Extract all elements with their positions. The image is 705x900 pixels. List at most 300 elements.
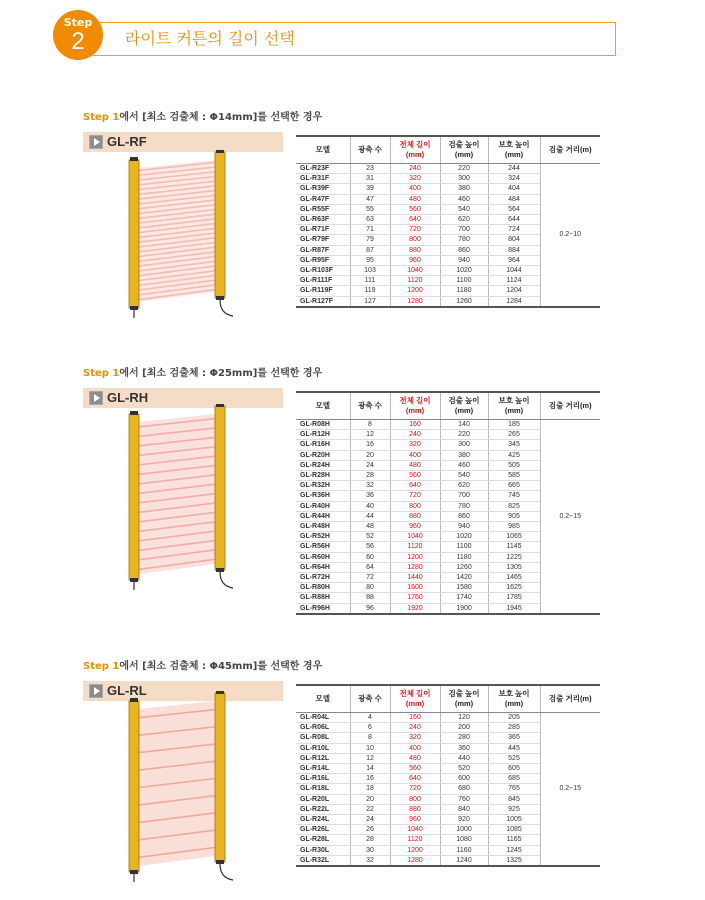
column-header bbox=[350, 685, 390, 713]
table-cell: GL-R20L bbox=[296, 794, 350, 804]
table-cell: GL-R23F bbox=[296, 164, 350, 174]
table-cell: 520 bbox=[440, 764, 488, 774]
table-cell: 1280 bbox=[390, 855, 440, 866]
table-cell: 560 bbox=[390, 204, 440, 214]
header-line: 보호 높이 bbox=[498, 396, 530, 405]
product-image bbox=[123, 150, 233, 326]
table-cell: GL-R24H bbox=[296, 460, 350, 470]
table-cell: 700 bbox=[440, 491, 488, 501]
table-cell: 404 bbox=[488, 184, 540, 194]
table-cell: 640 bbox=[390, 481, 440, 491]
table-cell: 1040 bbox=[390, 532, 440, 542]
table-cell: 95 bbox=[350, 255, 390, 265]
table-cell: GL-R95F bbox=[296, 255, 350, 265]
column-header bbox=[390, 136, 440, 164]
table-cell: 24 bbox=[350, 460, 390, 470]
table-cell: 825 bbox=[488, 501, 540, 511]
table-cell: 40 bbox=[350, 501, 390, 511]
table-cell: 12 bbox=[350, 753, 390, 763]
column-header bbox=[350, 392, 390, 420]
table-cell: 55 bbox=[350, 204, 390, 214]
table-cell: 685 bbox=[488, 774, 540, 784]
table-cell: 1020 bbox=[440, 266, 488, 276]
spec-table bbox=[296, 391, 600, 615]
table-cell: GL-R18L bbox=[296, 784, 350, 794]
table-cell: 760 bbox=[440, 794, 488, 804]
table-cell: 300 bbox=[440, 440, 488, 450]
table-cell: GL-R31F bbox=[296, 174, 350, 184]
table-cell: 48 bbox=[350, 522, 390, 532]
table-cell: 720 bbox=[390, 491, 440, 501]
table-cell: GL-R28L bbox=[296, 835, 350, 845]
header-line: (mm) bbox=[405, 699, 425, 708]
table-cell: 1240 bbox=[440, 855, 488, 866]
header-line: 검출 거리(m) bbox=[548, 694, 592, 703]
product-image bbox=[123, 404, 233, 598]
table-cell: 52 bbox=[350, 532, 390, 542]
spec-table bbox=[296, 684, 600, 867]
model-name: GL-RF bbox=[107, 134, 147, 149]
column-header bbox=[488, 392, 540, 420]
table-cell: 320 bbox=[390, 733, 440, 743]
table-cell: 1044 bbox=[488, 266, 540, 276]
column-header bbox=[540, 136, 600, 164]
column-header bbox=[296, 685, 350, 713]
table-cell: 44 bbox=[350, 511, 390, 521]
header-line: 검출 높이 bbox=[448, 140, 480, 149]
table-cell: 880 bbox=[390, 804, 440, 814]
column-header bbox=[488, 685, 540, 713]
table-cell: 400 bbox=[390, 184, 440, 194]
table-cell: 300 bbox=[440, 174, 488, 184]
table-cell: 345 bbox=[488, 440, 540, 450]
table-cell: 8 bbox=[350, 420, 390, 430]
table-cell: 400 bbox=[390, 743, 440, 753]
table-cell: 1785 bbox=[488, 593, 540, 603]
table-cell: 540 bbox=[440, 204, 488, 214]
table-cell: 320 bbox=[390, 440, 440, 450]
column-header bbox=[440, 685, 488, 713]
table-cell: 10 bbox=[350, 743, 390, 753]
heading-step: Step 1 bbox=[83, 661, 120, 672]
table-cell: 200 bbox=[440, 723, 488, 733]
table-cell: 1160 bbox=[440, 845, 488, 855]
table-cell: GL-R32L bbox=[296, 855, 350, 866]
table-cell: 12 bbox=[350, 430, 390, 440]
table-cell: GL-R24L bbox=[296, 815, 350, 825]
table-cell: 1100 bbox=[440, 276, 488, 286]
section-heading bbox=[83, 108, 617, 122]
table-cell: 8 bbox=[350, 733, 390, 743]
table-cell: 320 bbox=[390, 174, 440, 184]
table-cell: 1180 bbox=[440, 286, 488, 296]
table-cell: GL-R10L bbox=[296, 743, 350, 753]
table-cell: GL-R36H bbox=[296, 491, 350, 501]
table-cell: 1020 bbox=[440, 532, 488, 542]
table-cell: 665 bbox=[488, 481, 540, 491]
table-cell: 960 bbox=[390, 255, 440, 265]
table-cell: 120 bbox=[440, 713, 488, 723]
table-cell: 119 bbox=[350, 286, 390, 296]
step-badge bbox=[53, 10, 103, 60]
table-cell: 880 bbox=[390, 511, 440, 521]
table-cell: 1145 bbox=[488, 542, 540, 552]
table-cell: 1625 bbox=[488, 583, 540, 593]
table-cell: 700 bbox=[440, 225, 488, 235]
light-curtain-illustration bbox=[123, 404, 233, 594]
table-cell: 1465 bbox=[488, 573, 540, 583]
table-cell: 244 bbox=[488, 164, 540, 174]
section-gl-rl bbox=[83, 657, 617, 864]
table-cell: 1225 bbox=[488, 552, 540, 562]
table-cell: 884 bbox=[488, 245, 540, 255]
table-cell: 640 bbox=[390, 215, 440, 225]
table-cell: GL-R96H bbox=[296, 603, 350, 614]
step-header bbox=[53, 10, 616, 60]
table-cell: 720 bbox=[390, 784, 440, 794]
table-cell: GL-R87F bbox=[296, 245, 350, 255]
table-cell: 20 bbox=[350, 450, 390, 460]
table-cell: 23 bbox=[350, 164, 390, 174]
table-cell: 480 bbox=[390, 460, 440, 470]
column-header bbox=[296, 392, 350, 420]
table-cell: 380 bbox=[440, 184, 488, 194]
table-cell: 1124 bbox=[488, 276, 540, 286]
header-line: (mm) bbox=[405, 406, 425, 415]
table-cell: 71 bbox=[350, 225, 390, 235]
table-cell: 1120 bbox=[390, 835, 440, 845]
table-row bbox=[296, 164, 600, 174]
table-cell: 985 bbox=[488, 522, 540, 532]
table-cell: 1120 bbox=[390, 542, 440, 552]
table-cell: GL-R08H bbox=[296, 420, 350, 430]
table-cell: 30 bbox=[350, 845, 390, 855]
header-line: 검출 거리(m) bbox=[548, 145, 592, 154]
column-header bbox=[440, 392, 488, 420]
section-heading bbox=[83, 364, 617, 378]
table-cell: 365 bbox=[488, 733, 540, 743]
table-cell: 644 bbox=[488, 215, 540, 225]
table-cell: 26 bbox=[350, 825, 390, 835]
table-cell: GL-R56H bbox=[296, 542, 350, 552]
table-cell: 1920 bbox=[390, 603, 440, 614]
table-cell: 400 bbox=[390, 450, 440, 460]
column-header bbox=[440, 136, 488, 164]
table-cell: 800 bbox=[390, 235, 440, 245]
table-cell: 425 bbox=[488, 450, 540, 460]
table-cell: 1200 bbox=[390, 286, 440, 296]
table-cell: 804 bbox=[488, 235, 540, 245]
table-cell: 1065 bbox=[488, 532, 540, 542]
table-cell: 18 bbox=[350, 784, 390, 794]
header-line: 전체 길이 bbox=[399, 689, 431, 698]
table-cell: GL-R63F bbox=[296, 215, 350, 225]
header-line: 보호 높이 bbox=[498, 689, 530, 698]
table-cell: 205 bbox=[488, 713, 540, 723]
table-cell: 460 bbox=[440, 194, 488, 204]
table-cell: GL-R16L bbox=[296, 774, 350, 784]
table-row bbox=[296, 420, 600, 430]
column-header bbox=[540, 392, 600, 420]
table-cell: GL-R26L bbox=[296, 825, 350, 835]
table-cell: 87 bbox=[350, 245, 390, 255]
table-cell: GL-R111F bbox=[296, 276, 350, 286]
table-cell: 1200 bbox=[390, 552, 440, 562]
table-cell: 360 bbox=[440, 743, 488, 753]
table-cell: 1100 bbox=[440, 542, 488, 552]
table-cell: 560 bbox=[390, 764, 440, 774]
table-cell: 14 bbox=[350, 764, 390, 774]
table-cell: GL-R52H bbox=[296, 532, 350, 542]
model-name: GL-RL bbox=[107, 683, 147, 698]
table-cell: GL-R12H bbox=[296, 430, 350, 440]
table-cell: 220 bbox=[440, 430, 488, 440]
table-cell: 140 bbox=[440, 420, 488, 430]
table-cell: 79 bbox=[350, 235, 390, 245]
table-cell: GL-R47F bbox=[296, 194, 350, 204]
table-cell: 905 bbox=[488, 511, 540, 521]
table-cell: 160 bbox=[390, 420, 440, 430]
table-cell: 800 bbox=[390, 794, 440, 804]
table-cell: 960 bbox=[390, 815, 440, 825]
header-line: 전체 길이 bbox=[399, 396, 431, 405]
table-cell: 640 bbox=[390, 774, 440, 784]
table-cell: GL-R55F bbox=[296, 204, 350, 214]
table-cell: 964 bbox=[488, 255, 540, 265]
table-cell: 28 bbox=[350, 835, 390, 845]
header-line: 모델 bbox=[315, 401, 330, 410]
table-cell: 1000 bbox=[440, 825, 488, 835]
table-cell: 1280 bbox=[390, 562, 440, 572]
table-cell: 1245 bbox=[488, 845, 540, 855]
table-cell: 1420 bbox=[440, 573, 488, 583]
table-cell: 484 bbox=[488, 194, 540, 204]
heading-step: Step 1 bbox=[83, 112, 120, 123]
table-cell: 585 bbox=[488, 471, 540, 481]
table-cell: 324 bbox=[488, 174, 540, 184]
table-cell: GL-R39F bbox=[296, 184, 350, 194]
table-cell: 285 bbox=[488, 723, 540, 733]
table-cell: 745 bbox=[488, 491, 540, 501]
detection-range: 0.2~15 bbox=[540, 420, 600, 614]
column-header bbox=[296, 136, 350, 164]
table-cell: 265 bbox=[488, 430, 540, 440]
header-line: 광축 수 bbox=[358, 694, 382, 703]
table-cell: GL-R16H bbox=[296, 440, 350, 450]
header-line: 검출 높이 bbox=[448, 689, 480, 698]
table-cell: 605 bbox=[488, 764, 540, 774]
table-cell: 505 bbox=[488, 460, 540, 470]
header-line: (mm) bbox=[454, 699, 474, 708]
heading-text: 에서 [최소 검출체 : Φ45mm]를 선택한 경우 bbox=[119, 661, 323, 672]
table-cell: 480 bbox=[390, 194, 440, 204]
table-cell: GL-R71F bbox=[296, 225, 350, 235]
table-cell: 620 bbox=[440, 215, 488, 225]
table-cell: 96 bbox=[350, 603, 390, 614]
table-cell: 127 bbox=[350, 296, 390, 307]
table-cell: 1280 bbox=[390, 296, 440, 307]
table-cell: 56 bbox=[350, 542, 390, 552]
header-line: 검출 거리(m) bbox=[548, 401, 592, 410]
heading-step: Step 1 bbox=[83, 368, 120, 379]
header-line: (mm) bbox=[405, 150, 425, 159]
table-cell: 36 bbox=[350, 491, 390, 501]
column-header bbox=[488, 136, 540, 164]
table-cell: GL-R08L bbox=[296, 733, 350, 743]
detection-range: 0.2~15 bbox=[540, 713, 600, 867]
table-cell: 445 bbox=[488, 743, 540, 753]
table-cell: 1040 bbox=[390, 266, 440, 276]
table-cell: 60 bbox=[350, 552, 390, 562]
table-cell: 1760 bbox=[390, 593, 440, 603]
model-name: GL-RH bbox=[107, 390, 149, 405]
table-cell: GL-R119F bbox=[296, 286, 350, 296]
table-cell: 1325 bbox=[488, 855, 540, 866]
header-line: (mm) bbox=[454, 406, 474, 415]
light-curtain-illustration bbox=[123, 150, 233, 322]
table-cell: 860 bbox=[440, 245, 488, 255]
section-heading bbox=[83, 657, 617, 671]
step-title: 라이트 커튼의 길이 선택 bbox=[125, 29, 295, 48]
header-line: (mm) bbox=[454, 150, 474, 159]
step-label: Step bbox=[63, 16, 93, 29]
table-cell: 1040 bbox=[390, 825, 440, 835]
table-cell: 780 bbox=[440, 235, 488, 245]
table-cell: 1440 bbox=[390, 573, 440, 583]
column-header bbox=[540, 685, 600, 713]
header-line: 보호 높이 bbox=[498, 140, 530, 149]
table-cell: 4 bbox=[350, 713, 390, 723]
column-header bbox=[390, 685, 440, 713]
play-icon bbox=[89, 684, 103, 698]
table-cell: 765 bbox=[488, 784, 540, 794]
table-cell: 22 bbox=[350, 804, 390, 814]
table-cell: GL-R72H bbox=[296, 573, 350, 583]
table-cell: GL-R22L bbox=[296, 804, 350, 814]
table-cell: GL-R80H bbox=[296, 583, 350, 593]
play-icon bbox=[89, 391, 103, 405]
table-cell: 845 bbox=[488, 794, 540, 804]
table-cell: 620 bbox=[440, 481, 488, 491]
model-bar bbox=[83, 132, 283, 152]
table-cell: 1080 bbox=[440, 835, 488, 845]
table-cell: 525 bbox=[488, 753, 540, 763]
table-cell: GL-R04L bbox=[296, 713, 350, 723]
table-cell: 111 bbox=[350, 276, 390, 286]
table-cell: 925 bbox=[488, 804, 540, 814]
table-cell: 840 bbox=[440, 804, 488, 814]
table-cell: 1085 bbox=[488, 825, 540, 835]
table-cell: 560 bbox=[390, 471, 440, 481]
table-cell: 860 bbox=[440, 511, 488, 521]
table-cell: 103 bbox=[350, 266, 390, 276]
header-line: 검출 높이 bbox=[448, 396, 480, 405]
table-cell: 47 bbox=[350, 194, 390, 204]
table-cell: 680 bbox=[440, 784, 488, 794]
table-cell: 960 bbox=[390, 522, 440, 532]
table-cell: GL-R79F bbox=[296, 235, 350, 245]
table-cell: 1945 bbox=[488, 603, 540, 614]
table-cell: GL-R12L bbox=[296, 753, 350, 763]
column-header bbox=[390, 392, 440, 420]
header-line: 모델 bbox=[315, 145, 330, 154]
table-cell: 160 bbox=[390, 713, 440, 723]
table-cell: 16 bbox=[350, 440, 390, 450]
table-cell: 1284 bbox=[488, 296, 540, 307]
table-cell: 460 bbox=[440, 460, 488, 470]
table-cell: GL-R48H bbox=[296, 522, 350, 532]
table-cell: 220 bbox=[440, 164, 488, 174]
table-cell: 1005 bbox=[488, 815, 540, 825]
table-cell: 240 bbox=[390, 723, 440, 733]
table-cell: 240 bbox=[390, 430, 440, 440]
section-gl-rh bbox=[83, 364, 617, 612]
table-cell: 72 bbox=[350, 573, 390, 583]
table-cell: 1120 bbox=[390, 276, 440, 286]
table-row bbox=[296, 713, 600, 723]
table-cell: 1900 bbox=[440, 603, 488, 614]
table-cell: 6 bbox=[350, 723, 390, 733]
table-cell: 185 bbox=[488, 420, 540, 430]
header-line: 전체 길이 bbox=[399, 140, 431, 149]
table-cell: 1600 bbox=[390, 583, 440, 593]
table-cell: 28 bbox=[350, 471, 390, 481]
header-line: 광축 수 bbox=[358, 401, 382, 410]
table-cell: GL-R127F bbox=[296, 296, 350, 307]
table-cell: GL-R103F bbox=[296, 266, 350, 276]
table-cell: 940 bbox=[440, 522, 488, 532]
detection-range: 0.2~10 bbox=[540, 164, 600, 307]
table-cell: 1305 bbox=[488, 562, 540, 572]
heading-text: 에서 [최소 검출체 : Φ14mm]를 선택한 경우 bbox=[119, 112, 323, 123]
column-header bbox=[350, 136, 390, 164]
table-cell: 1260 bbox=[440, 562, 488, 572]
table-cell: GL-R64H bbox=[296, 562, 350, 572]
play-icon bbox=[89, 135, 103, 149]
table-cell: GL-R06L bbox=[296, 723, 350, 733]
table-cell: 1260 bbox=[440, 296, 488, 307]
table-cell: 280 bbox=[440, 733, 488, 743]
table-cell: 1165 bbox=[488, 835, 540, 845]
table-cell: 1180 bbox=[440, 552, 488, 562]
table-cell: GL-R30L bbox=[296, 845, 350, 855]
header-line: (mm) bbox=[504, 699, 524, 708]
table-cell: GL-R28H bbox=[296, 471, 350, 481]
table-cell: 800 bbox=[390, 501, 440, 511]
table-cell: 724 bbox=[488, 225, 540, 235]
table-cell: 440 bbox=[440, 753, 488, 763]
table-cell: 16 bbox=[350, 774, 390, 784]
header-line: 모델 bbox=[315, 694, 330, 703]
table-cell: 600 bbox=[440, 774, 488, 784]
header-line: 광축 수 bbox=[358, 145, 382, 154]
table-cell: 920 bbox=[440, 815, 488, 825]
table-cell: 24 bbox=[350, 815, 390, 825]
header-line: (mm) bbox=[504, 150, 524, 159]
table-cell: 32 bbox=[350, 855, 390, 866]
table-cell: GL-R88H bbox=[296, 593, 350, 603]
table-cell: 1580 bbox=[440, 583, 488, 593]
table-cell: GL-R40H bbox=[296, 501, 350, 511]
table-cell: 39 bbox=[350, 184, 390, 194]
heading-text: 에서 [최소 검출체 : Φ25mm]를 선택한 경우 bbox=[119, 368, 323, 379]
table-cell: 480 bbox=[390, 753, 440, 763]
table-cell: 20 bbox=[350, 794, 390, 804]
table-cell: 1200 bbox=[390, 845, 440, 855]
table-cell: 31 bbox=[350, 174, 390, 184]
light-curtain-illustration bbox=[123, 691, 233, 886]
table-cell: GL-R60H bbox=[296, 552, 350, 562]
